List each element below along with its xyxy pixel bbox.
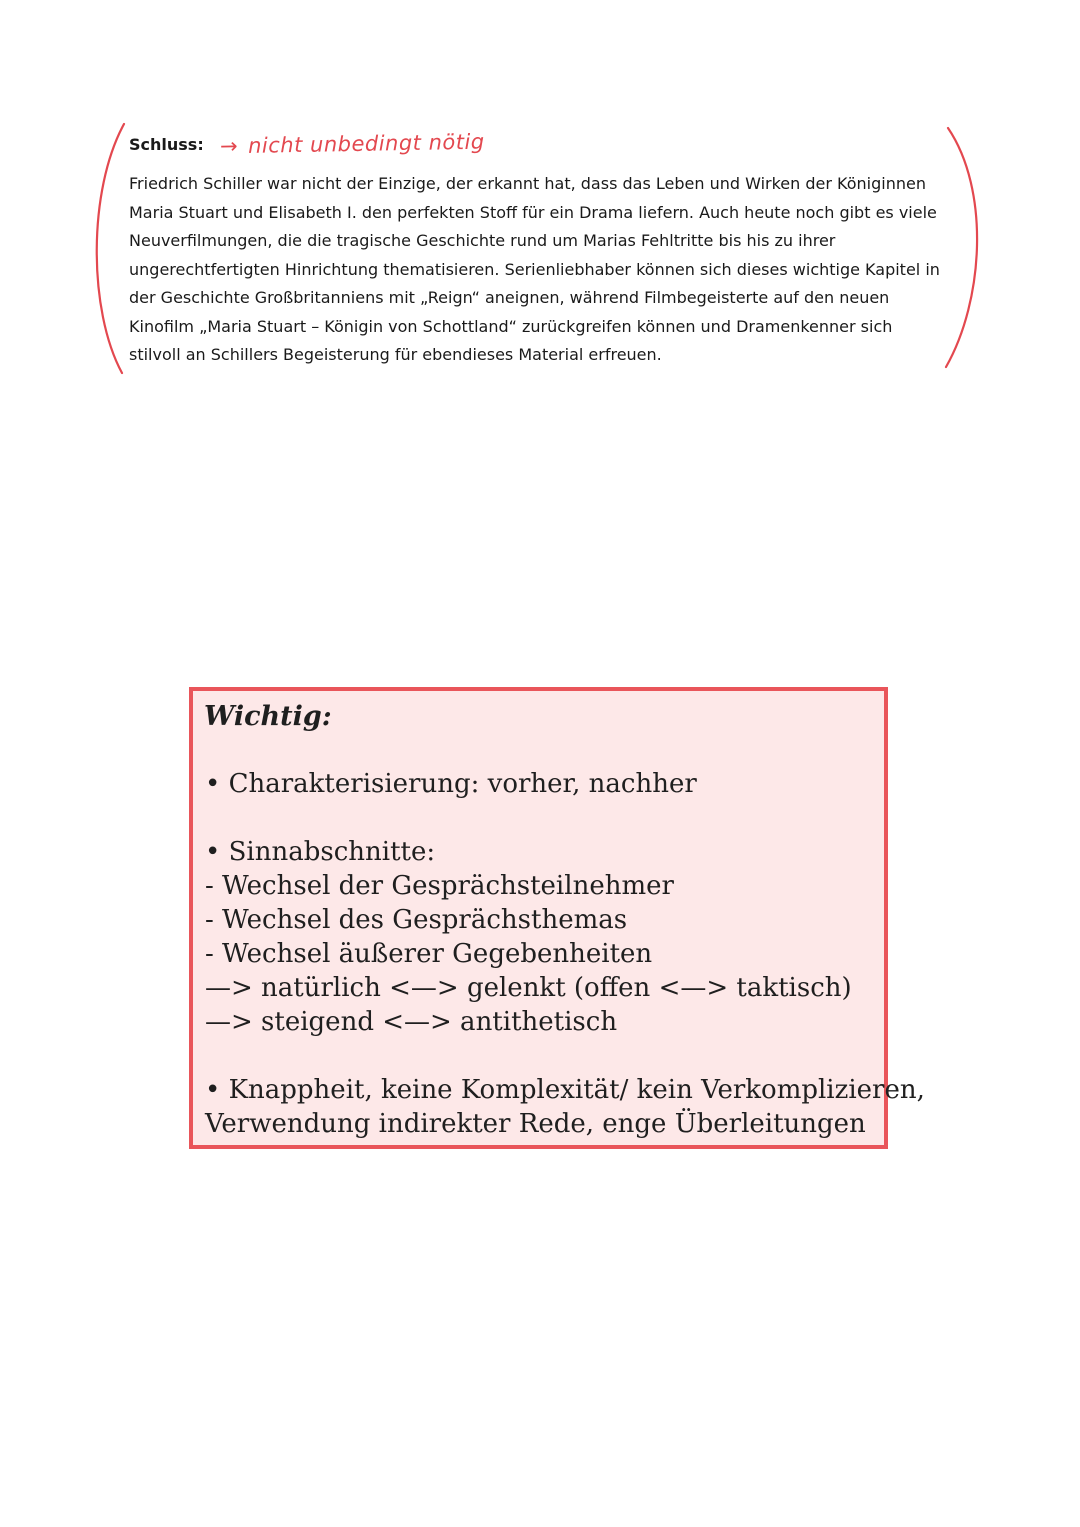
spacer	[205, 801, 878, 835]
list-item: —> natürlich <—> gelenkt (offen <—> taktisch)	[205, 973, 852, 1003]
paragraph-line: Maria Stuart und Elisabeth I. den perfekten Stoff für ein Drama liefern. Auch heute noch gibt es viele	[129, 202, 937, 222]
left-bracket	[97, 124, 124, 373]
schluss-paragraph	[129, 170, 959, 370]
spacer	[205, 1039, 878, 1073]
list-item: - Wechsel des Gesprächsthemas	[205, 905, 628, 935]
bullet-charakterisierung: • Charakterisierung: vorher, nachher	[205, 769, 697, 799]
bullet-knappheit: • Knappheit, keine Komplexität/ kein Verkomplizieren,	[205, 1075, 925, 1105]
paragraph-line: Kinofilm „Maria Stuart – Königin von Schottland“ zurückgreifen können und Dramenkenner sich	[129, 316, 893, 336]
list-item: - Wechsel der Gesprächsteilnehmer	[205, 871, 674, 901]
wichtig-content	[205, 767, 925, 1141]
paragraph-line: der Geschichte Großbritanniens mit „Reign“ aneignen, während Filmbegeisterte auf den neuen	[129, 288, 890, 307]
paragraph-line: Friedrich Schiller war nicht der Einzige, der erkannt hat, dass das Leben und Wirken der Königinnen	[129, 174, 926, 193]
bullet-sinnabschnitte: • Sinnabschnitte:	[205, 837, 436, 867]
bullet-knappheit-cont: Verwendung indirekter Rede, enge Überleitungen	[205, 1109, 866, 1139]
paragraph-line: stilvoll an Schillers Begeisterung für ebendieses Material erfreuen.	[129, 345, 662, 364]
paragraph-line: ungerechtfertigten Hinrichtung thematisieren. Serienliebhaber können sich dieses wichtige Kapitel in	[129, 259, 940, 279]
wichtig-title: Wichtig:	[204, 701, 332, 732]
schluss-label: Schluss:	[129, 134, 204, 154]
arrow-right-icon: →	[219, 133, 239, 159]
note-text: nicht unbedingt nötig	[247, 129, 485, 158]
list-item: —> steigend <—> antithetisch	[205, 1007, 618, 1037]
schluss-header	[129, 128, 959, 160]
wichtig-box	[189, 687, 925, 1149]
list-item: - Wechsel äußerer Gegebenheiten	[205, 939, 653, 969]
schluss-section	[129, 128, 959, 370]
paragraph-line: Neuverfilmungen, die die tragische Geschichte rund um Marias Fehltritte bis his zu ihrer	[129, 231, 836, 250]
handwritten-note	[220, 130, 485, 159]
